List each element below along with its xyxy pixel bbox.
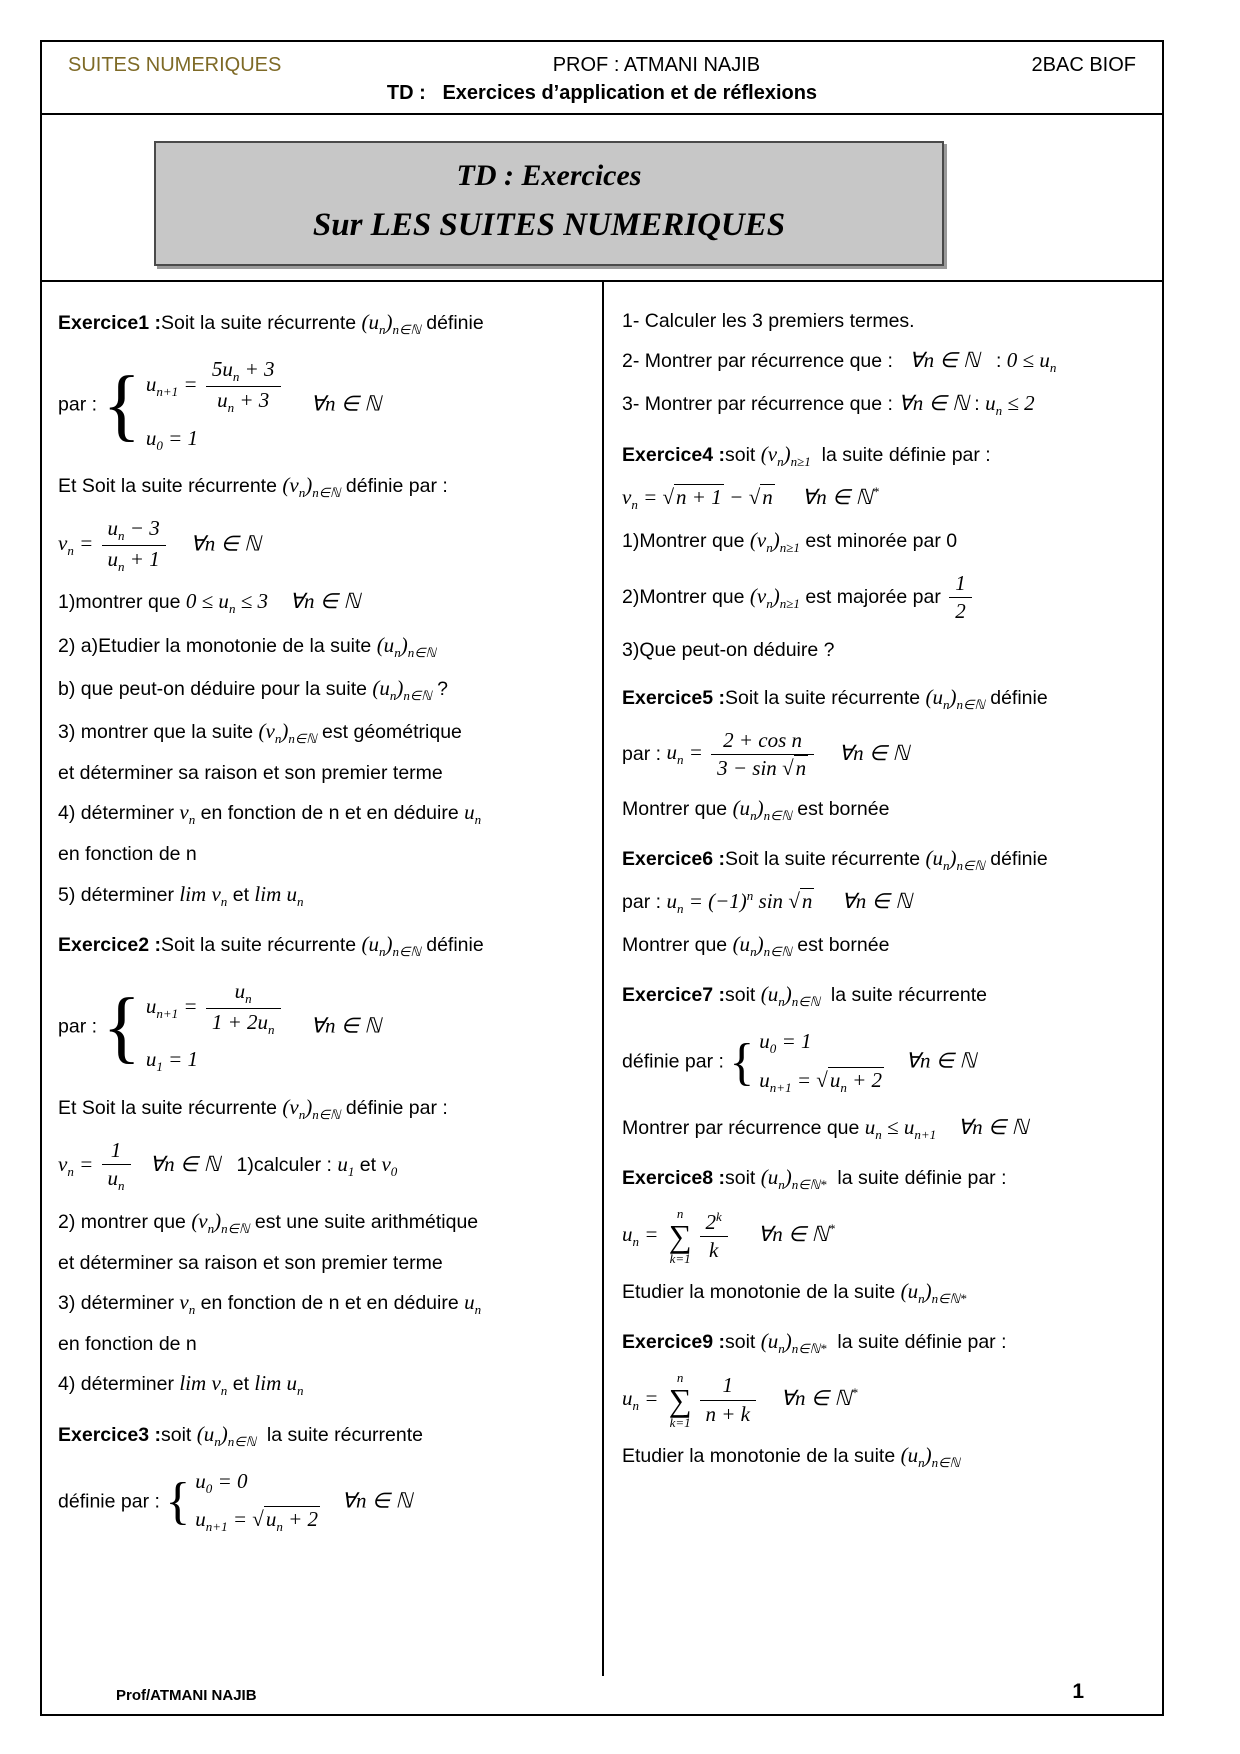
page-frame bbox=[40, 40, 1164, 1716]
exercice1-question-4: 4) déterminer $v_n$ en fonction de n et en déduire $u_n$ bbox=[58, 800, 482, 828]
title-line-1: TD : Exercices bbox=[456, 159, 642, 192]
exercice2-vn-formula: $v_n$ = $\frac{1}{u_n}$ ∀n ∈ ℕ 1)calculer : $u_1$ et $v_0$ bbox=[58, 1137, 398, 1193]
exercice2-question-2-cont: et déterminer sa raison et son premier terme bbox=[58, 1251, 443, 1274]
exercice2-question-2: 2) montrer que $(v_n)_{n\in ℕ}$ est une suite arithmétique bbox=[58, 1208, 479, 1236]
exercice3-question-1: 1- Calculer les 3 premiers termes. bbox=[622, 310, 915, 332]
exercice1-question-3-cont: et déterminer sa raison et son premier terme bbox=[58, 761, 443, 784]
title-box bbox=[154, 141, 944, 266]
page-footer bbox=[42, 1676, 1162, 1714]
exercice1-question-4-cont: en fonction de n bbox=[58, 843, 197, 866]
title-line-2: Sur LES SUITES NUMERIQUES bbox=[312, 207, 786, 243]
exercice1-question-3: 3) montrer que la suite $(v_n)_{n\in ℕ}$ est géométrique bbox=[58, 718, 462, 746]
exercice9-question: Etudier la monotonie de la suite $(u_n)_{n\in ℕ}$ bbox=[622, 1443, 960, 1471]
exercice8-formula: $u_n$ = n ∑ k=1 $\frac{2^k}{k}$ ∀n ∈ ℕ* bbox=[622, 1205, 835, 1266]
exercice2-question-3-cont: en fonction de n bbox=[58, 1333, 197, 1356]
exercise-columns bbox=[42, 282, 1162, 1676]
exercice6-heading: Exercice6 :Soit la suite récurrente $(u_n)_{n\in ℕ}$ définie bbox=[622, 846, 1048, 874]
exercice2-question-4: 4) déterminer $\lim v_n$ et $\lim u_n$ bbox=[58, 1371, 304, 1399]
exercice1-question-1: 1)montrer que $0 \le u_n \le 3$ ∀n ∈ ℕ bbox=[58, 589, 361, 617]
header-class-level: 2BAC BIOF bbox=[1031, 54, 1136, 76]
header-professor: PROF : ATMANI NAJIB bbox=[552, 54, 761, 76]
title-section bbox=[42, 115, 1162, 282]
exercice8-heading: Exercice8 :soit $(u_n)_{n\in ℕ*}$ la suite définie par : bbox=[622, 1164, 1007, 1192]
exercice2-question-3: 3) déterminer $v_n$ en fonction de n et en déduire $u_n$ bbox=[58, 1290, 482, 1318]
exercice7-definition-system: définie par : { $u_0 = 1$ $u_{n+1}$ = $√u_n + 2$ ∀n ∈ ℕ bbox=[622, 1029, 977, 1095]
exercice9-formula: $u_n$ = n ∑ k=1 $\frac{1}{n + k}$ ∀n ∈ ℕ* bbox=[622, 1370, 858, 1431]
exercice3-question-3: 3- Montrer par récurrence que : ∀n ∈ ℕ : $u_n \le 2$ bbox=[622, 391, 1035, 419]
left-column bbox=[42, 282, 602, 1676]
exercice1-vn-intro: Et Soit la suite récurrente $(v_n)_{n\in ℕ}$ définie par : bbox=[58, 472, 448, 500]
exercice2-heading: Exercice2 :Soit la suite récurrente $(u_n)_{n\in ℕ}$ définie bbox=[58, 931, 484, 959]
exercice7-question: Montrer par récurrence que $u_n \le u_{n+1}$ ∀n ∈ ℕ bbox=[622, 1114, 1029, 1142]
exercice6-formula: par : $u_n = (-1)^n$ sin √n ∀n ∈ ℕ bbox=[622, 888, 912, 917]
exercice4-question-1: 1)Montrer que $(v_n)_{n\ge 1}$ est minorée par 0 bbox=[622, 527, 958, 555]
exercice2-vn-intro: Et Soit la suite récurrente $(v_n)_{n\in ℕ}$ définie par : bbox=[58, 1094, 448, 1122]
exercice5-question: Montrer que $(u_n)_{n\in ℕ}$ est bornée bbox=[622, 796, 890, 824]
exercice3-question-2: 2- Montrer par récurrence que : ∀n ∈ ℕ : $0 \le u_n$ bbox=[622, 348, 1057, 376]
exercice1-heading: Exercice1 :Soit la suite récurrente $(u_n)_{n\in ℕ}$ définie bbox=[58, 310, 484, 338]
exercice3-definition-system: définie par : { $u_0 = 0$ $u_{n+1}$ = $√u_n + 2$ ∀n ∈ ℕ bbox=[58, 1468, 413, 1534]
exercice9-heading: Exercice9 :soit $(u_n)_{n\in ℕ*}$ la suite définie par : bbox=[622, 1328, 1007, 1357]
exercice5-formula: par : $u_n$ = $\frac{\text{2 + cos n}}{3 - \sin √n}$ ∀n ∈ ℕ bbox=[622, 727, 910, 780]
header-course-title: SUITES NUMERIQUES bbox=[68, 54, 282, 76]
exercice1-question-5: 5) déterminer $\lim v_n$ et $\lim u_n$ bbox=[58, 881, 304, 909]
exercice1-vn-formula: $v_n$ = $\frac{u_n - 3}{u_n + 1}$ ∀n ∈ ℕ bbox=[58, 515, 261, 574]
exercice4-question-3: 3)Que peut-on déduire ? bbox=[622, 639, 835, 662]
exercice1-question-2b: b) que peut-on déduire pour la suite $(u_n)_{n\in ℕ}$ ? bbox=[58, 675, 448, 703]
header-subtitle: TD : Exercices d’application et de réflexions bbox=[386, 82, 818, 104]
exercice7-heading: Exercice7 :soit $(u_n)_{n\in ℕ}$ la suite récurrente bbox=[622, 982, 987, 1010]
footer-author: Prof/ATMANI NAJIB bbox=[116, 1687, 257, 1704]
right-column bbox=[602, 282, 1162, 1676]
exercice1-definition-system: par : { $u_{n+1}$ = $\frac{5u_n + 3}{u_n + 3}$ $u_0 = 1$ ∀n ∈ ℕ bbox=[58, 357, 382, 453]
exercice4-formula: $v_n = √n + 1 - √n$ ∀n ∈ ℕ* bbox=[622, 483, 879, 512]
exercice8-question: Etudier la monotonie de la suite $(u_n)_{n\in ℕ*}$ bbox=[622, 1278, 967, 1307]
exercice5-heading: Exercice5 :Soit la suite récurrente $(u_n)_{n\in ℕ}$ définie bbox=[622, 684, 1048, 712]
exercice4-heading: Exercice4 :soit $(v_n)_{n\ge 1}$ la suite définie par : bbox=[622, 441, 991, 469]
exercice4-question-2: 2)Montrer que $(v_n)_{n\ge 1}$ est majorée par $\frac{1}{2}$ bbox=[622, 570, 1152, 625]
page-header bbox=[42, 42, 1162, 115]
exercice2-definition-system: par : { $u_{n+1}$ = $\frac{u_n}{1 + 2u_n}$ $u_1 = 1$ ∀n ∈ ℕ bbox=[58, 978, 382, 1075]
exercice6-question: Montrer que $(u_n)_{n\in ℕ}$ est bornée bbox=[622, 932, 890, 960]
exercice1-question-2a: 2) a)Etudier la monotonie de la suite $(u_n)_{n\in ℕ}$ bbox=[58, 632, 436, 660]
exercice3-heading: Exercice3 :soit $(u_n)_{n\in ℕ}$ la suite récurrente bbox=[58, 1421, 423, 1449]
footer-page-number: 1 bbox=[1072, 1680, 1084, 1703]
